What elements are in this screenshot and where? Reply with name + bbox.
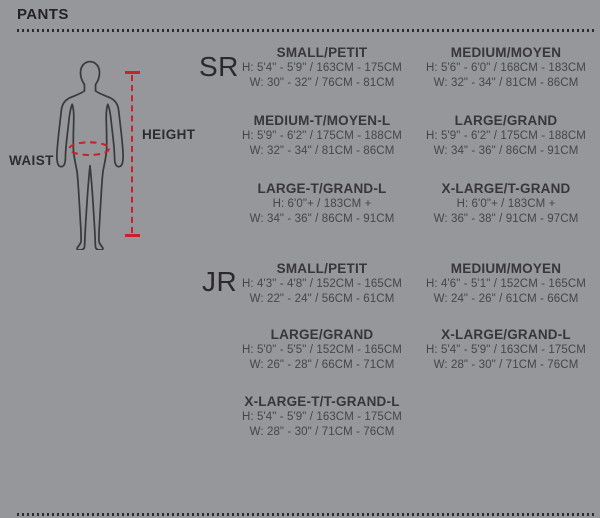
size-height-range: H: 5'0" - 5'5" / 152CM - 165CM xyxy=(241,344,402,356)
bottom-dotted-divider xyxy=(17,513,597,516)
waist-measure-ellipse xyxy=(69,142,109,155)
size-name: MEDIUM-T/MOYEN-L xyxy=(253,113,391,128)
size-name: MEDIUM/MOYEN xyxy=(450,45,562,60)
page-title: PANTS xyxy=(17,6,69,23)
size-height-range: H: 6'0"+ / 183CM + xyxy=(456,198,556,210)
size-cell-sr-large-t xyxy=(230,181,414,227)
size-height-range: H: 4'6" - 5'1" / 152CM - 165CM xyxy=(425,278,586,290)
size-height-range: H: 6'0"+ / 183CM + xyxy=(272,198,372,210)
jr-size-row-1 xyxy=(230,261,598,307)
size-cell-sr-small xyxy=(230,45,414,91)
section-label-jr: JR xyxy=(202,266,238,297)
size-waist-range: W: 34" - 36" / 86CM - 91CM xyxy=(433,145,579,157)
jr-size-row-2 xyxy=(230,327,598,373)
size-name: SMALL/PETIT xyxy=(276,45,368,60)
sr-size-row-1 xyxy=(230,45,598,91)
size-name: LARGE/GRAND xyxy=(270,327,374,342)
height-measure-cap-bottom xyxy=(125,234,140,237)
section-label-sr: SR xyxy=(199,51,239,82)
human-figure-icon xyxy=(50,60,130,250)
size-waist-range: W: 28" - 30" / 71CM - 76CM xyxy=(433,359,579,371)
size-waist-range: W: 24" - 26" / 61CM - 66CM xyxy=(433,293,579,305)
size-waist-range: W: 22" - 24" / 56CM - 61CM xyxy=(249,293,395,305)
size-name: SMALL/PETIT xyxy=(276,261,368,276)
size-height-range: H: 5'4" - 5'9" / 163CM - 175CM xyxy=(425,344,586,356)
body-outline xyxy=(57,62,123,250)
size-name: LARGE/GRAND xyxy=(454,113,558,128)
top-dotted-divider xyxy=(17,29,597,32)
size-name: LARGE-T/GRAND-L xyxy=(257,181,387,196)
height-measure-cap-top xyxy=(125,71,140,74)
size-name: X-LARGE/GRAND-L xyxy=(441,327,571,342)
size-waist-range: W: 36" - 38" / 91CM - 97CM xyxy=(433,213,579,225)
size-cell-sr-large xyxy=(414,113,598,159)
size-height-range: H: 4'3" - 4'8" / 152CM - 165CM xyxy=(241,278,402,290)
size-waist-range: W: 30" - 32" / 76CM - 81CM xyxy=(249,77,395,89)
size-name: X-LARGE/T-GRAND xyxy=(441,181,571,196)
height-measure-line xyxy=(131,75,133,233)
size-cell-sr-x-large xyxy=(414,181,598,227)
size-height-range: H: 5'4" - 5'9" / 163CM - 175CM xyxy=(241,411,402,423)
size-waist-range: W: 32" - 34" / 81CM - 86CM xyxy=(249,145,395,157)
size-waist-range: W: 32" - 34" / 81CM - 86CM xyxy=(433,77,579,89)
size-name: MEDIUM/MOYEN xyxy=(450,261,562,276)
sr-size-row-3 xyxy=(230,181,598,227)
size-height-range: H: 5'9" - 6'2" / 175CM - 188CM xyxy=(425,130,586,142)
size-cell-sr-medium-t xyxy=(230,113,414,159)
sr-size-row-2 xyxy=(230,113,598,159)
size-waist-range: W: 26" - 28" / 66CM - 71CM xyxy=(249,359,395,371)
size-cell-jr-x-large xyxy=(414,327,598,373)
size-waist-range: W: 28" - 30" / 71CM - 76CM xyxy=(249,426,395,438)
size-cell-jr-x-large-t xyxy=(230,394,414,440)
size-name: X-LARGE-T/T-GRAND-L xyxy=(244,394,400,409)
waist-label: WAIST xyxy=(9,153,54,168)
jr-size-row-3 xyxy=(230,394,598,440)
size-height-range: H: 5'4" - 5'9" / 163CM - 175CM xyxy=(241,62,402,74)
size-waist-range: W: 34" - 36" / 86CM - 91CM xyxy=(249,213,395,225)
size-height-range: H: 5'9" - 6'2" / 175CM - 188CM xyxy=(241,130,402,142)
height-label: HEIGHT xyxy=(142,127,196,142)
size-cell-jr-large xyxy=(230,327,414,373)
size-cell-jr-small xyxy=(230,261,414,307)
size-height-range: H: 5'6" - 6'0" / 168CM - 183CM xyxy=(425,62,586,74)
size-cell-jr-medium xyxy=(414,261,598,307)
size-cell-sr-medium xyxy=(414,45,598,91)
